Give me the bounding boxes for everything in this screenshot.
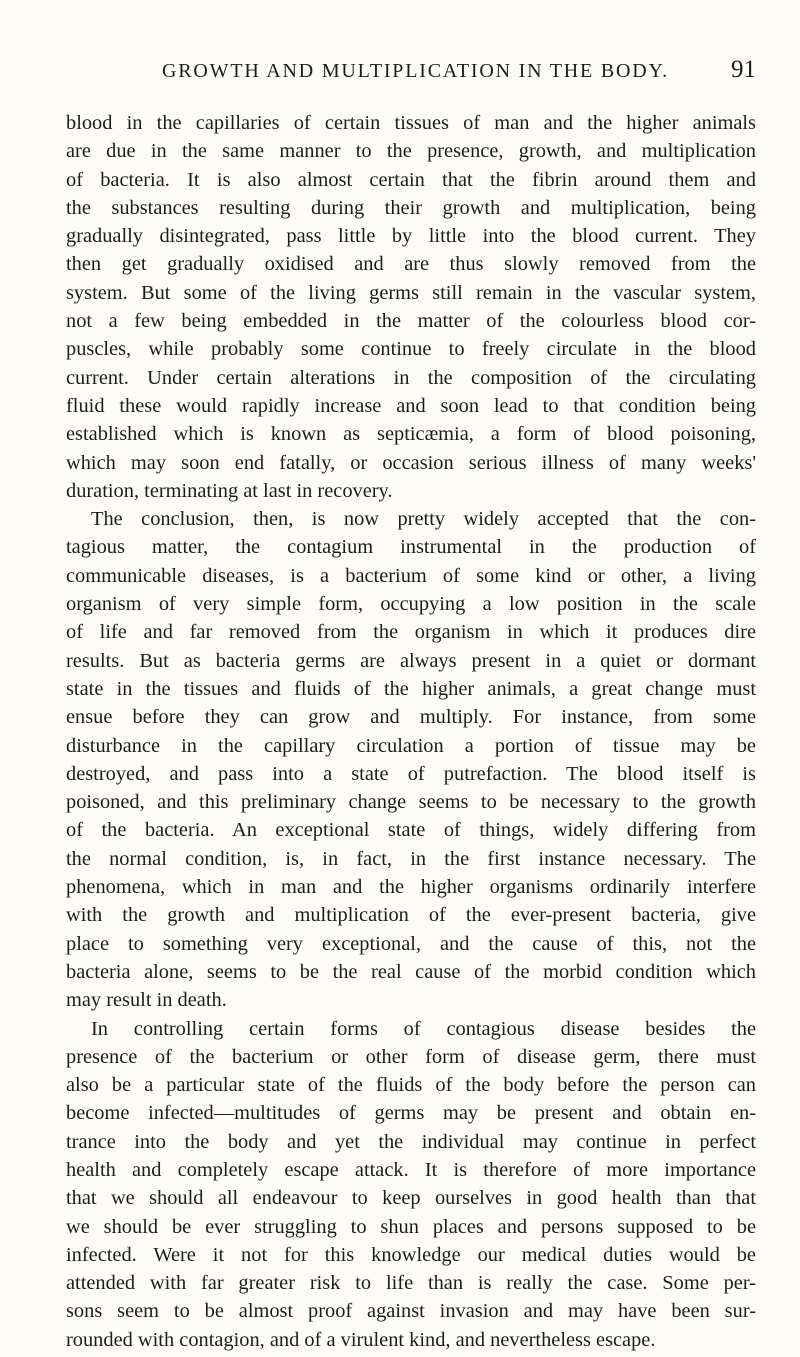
text-line: destroyed, and pass into a state of putrefaction. The blood itself is: [66, 762, 756, 785]
text-line: trance into the body and yet the individual may continue in perfect: [66, 1130, 756, 1153]
text-line: organism of very simple form, occupying a low position in the scale: [66, 593, 756, 616]
text-line: that we should all endeavour to keep ourselves in good health than that: [66, 1187, 756, 1210]
text-line: not a few being embedded in the matter of the colourless blood cor-: [66, 310, 756, 333]
text-line: In controlling certain forms of contagious disease besides the: [91, 1017, 756, 1040]
text-line: disturbance in the capillary circulation a portion of tissue may be: [66, 734, 756, 757]
text-line: duration, terminating at last in recovery.: [66, 479, 393, 502]
text-line: of bacteria. It is also almost certain that the fibrin around them and: [66, 168, 756, 191]
text-line: which may soon end fatally, or occasion serious illness of many weeks': [66, 451, 756, 474]
text-line: established which is known as septicæmia, a form of blood poisoning,: [66, 423, 756, 446]
text-line: results. But as bacteria germs are always present in a quiet or dormant: [66, 649, 756, 672]
text-line: we should be ever struggling to shun places and persons supposed to be: [66, 1215, 756, 1238]
text-line: bacteria alone, seems to be the real cause of the morbid condition which: [66, 960, 756, 983]
paragraph: [66, 1015, 756, 1355]
text-line: may result in death.: [66, 989, 227, 1012]
text-line: become infected—multitudes of germs may be present and obtain en-: [66, 1102, 756, 1125]
text-line: tagious matter, the contagium instrumental in the production of: [66, 536, 756, 559]
text-line: phenomena, which in man and the higher organisms ordinarily interfere: [66, 876, 756, 899]
text-line: puscles, while probably some continue to freely circulate in the blood: [66, 338, 756, 361]
paragraph: [66, 109, 756, 505]
text-line: the substances resulting during their growth and multiplication, being: [66, 196, 756, 219]
text-line: the normal condition, is, in fact, in the first instance necessary. The: [66, 847, 756, 870]
text-line: blood in the capillaries of certain tissues of man and the higher animals: [66, 112, 756, 134]
text-line: communicable diseases, is a bacterium of some kind or other, a living: [66, 564, 756, 587]
text-line: poisoned, and this preliminary change seems to be necessary to the growth: [66, 791, 756, 814]
text-line: attended with far greater risk to life than is really the case. Some per-: [66, 1272, 756, 1295]
text-line: of the bacteria. An exceptional state of things, widely differing from: [66, 819, 756, 842]
text-line: state in the tissues and fluids of the higher animals, a great change must: [66, 677, 756, 700]
running-title: GROWTH AND MULTIPLICATION IN THE BODY.: [162, 60, 669, 82]
paragraph: [66, 505, 756, 1014]
text-line: are due in the same manner to the presence, growth, and multiplication: [66, 140, 756, 163]
text-line: system. But some of the living germs still remain in the vascular system,: [66, 281, 756, 304]
book-page: [66, 56, 756, 1354]
text-line: of life and far removed from the organism in which it produces dire: [66, 621, 756, 644]
running-header: [90, 56, 756, 96]
text-line: rounded with contagion, and of a virulent kind, and nevertheless escape.: [66, 1328, 656, 1351]
text-line: with the growth and multiplication of the ever-present bacteria, give: [66, 904, 756, 927]
text-line: infected. Were it not for this knowledge our medical duties would be: [66, 1243, 756, 1266]
text-line: place to something very exceptional, and the cause of this, not the: [66, 932, 756, 955]
text-line: The conclusion, then, is now pretty widely accepted that the con-: [91, 508, 756, 531]
text-line: health and completely escape attack. It is therefore of more importance: [66, 1158, 756, 1181]
text-line: then get gradually oxidised and are thus slowly removed from the: [66, 253, 756, 276]
text-line: fluid these would rapidly increase and soon lead to that condition being: [66, 394, 756, 417]
text-line: also be a particular state of the fluids of the body before the person can: [66, 1074, 756, 1097]
page-number: 91: [731, 56, 756, 83]
body-text: [66, 109, 756, 1354]
text-line: current. Under certain alterations in the composition of the circulating: [66, 366, 756, 389]
text-line: ensue before they can grow and multiply. For instance, from some: [66, 706, 756, 729]
text-line: presence of the bacterium or other form of disease germ, there must: [66, 1045, 756, 1068]
text-line: gradually disintegrated, pass little by little into the blood current. They: [66, 225, 756, 248]
text-line: sons seem to be almost proof against invasion and may have been sur-: [66, 1300, 756, 1323]
